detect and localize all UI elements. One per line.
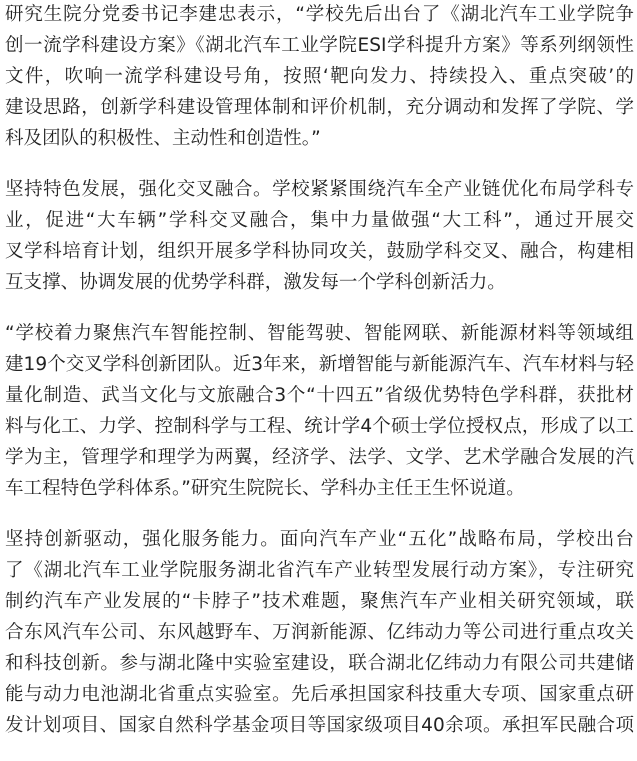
text-line: 坚持特色发展，强化交叉融合。学校紧紧围绕汽车全产业链优化布局学科专	[5, 179, 634, 200]
text-line: 科及团队的积极性、主动性和创造性。”	[5, 128, 321, 149]
text-line: 发计划项目、国家自然科学基金项目等国家级项目40余项。承担军民融合项	[5, 715, 634, 736]
text-line: 建19个交叉学科创新团队。近3年来，新增智能与新能源汽车、汽车材料与轻	[5, 354, 635, 375]
text-line: 叉学科培育计划，组织开展多学科协同攻关，鼓励学科交叉、融合，构建相	[5, 241, 634, 262]
text-line: 合东风汽车公司、东风越野车、万润新能源、亿纬动力等公司进行重点攻关	[5, 622, 634, 643]
text-line: 互支撑、协调发展的优势学科群，激发每一个学科创新活力。	[5, 272, 506, 293]
text-line: 能与动力电池湖北省重点实验室。先后承担国家科技重大专项、国家重点研	[5, 684, 634, 705]
text-line: 车工程特色学科体系。”研究生院院长、学科办主任王生怀说道。	[5, 478, 525, 499]
text-line: 建设思路，创新学科建设管理体制和评价机制，充分调动和发挥了学院、学	[5, 97, 634, 118]
paragraph-quote-wang-shenghuai	[0, 318, 637, 504]
text-line: 了《湖北汽车工业学院服务湖北省汽车产业转型发展行动方案》，专注研究	[5, 560, 634, 581]
paragraph-quote-li-jianzhong	[0, 0, 637, 154]
text-line: 料与化工、力学、控制科学与工程、统计学4个硕士学位授权点，形成了以工	[5, 416, 634, 437]
text-line: 制约汽车产业发展的“卡脖子”技术难题，聚焦汽车产业相关研究领域，联	[5, 591, 634, 612]
text-line: “学校着力聚焦汽车智能控制、智能驾驶、智能网联、新能源材料等领域组	[5, 323, 634, 344]
text-line: 文件，吹响一流学科建设号角，按照‘靶向发力、持续投入、重点突破’的	[5, 66, 634, 87]
text-line: 业，促进“大车辆”学科交叉融合，集中力量做强“大工科”，通过开展交	[5, 210, 634, 231]
text-line: 创一流学科建设方案》《湖北汽车工业学院ESI学科提升方案》等系列纲领性	[5, 35, 634, 56]
text-line: 研究生院分党委书记李建忠表示，“学校先后出台了《湖北汽车工业学院争	[5, 4, 634, 25]
text-line: 量化制造、武当文化与文旅融合3个“十四五”省级优势特色学科群，获批材	[5, 385, 634, 406]
paragraph-innovation-driven	[0, 524, 637, 741]
text-line: 坚持创新驱动，强化服务能力。面向汽车产业“五化”战略布局，学校出台	[5, 529, 634, 550]
text-line: 和科技创新。参与湖北隆中实验室建设，联合湖北亿纬动力有限公司共建储	[5, 653, 634, 674]
text-line: 学为主，管理学和理学为两翼，经济学、法学、文学、艺术学融合发展的汽	[5, 447, 634, 468]
paragraph-characteristic-development	[0, 174, 637, 298]
